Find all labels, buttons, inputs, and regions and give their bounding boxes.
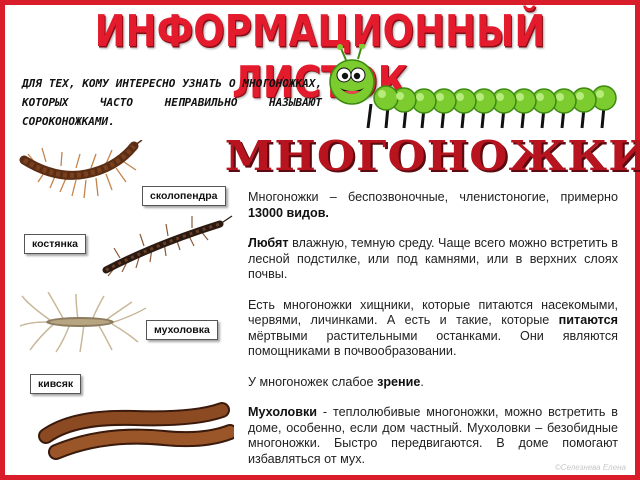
mukholovka-image — [20, 292, 150, 354]
kostyanka-image — [96, 214, 236, 280]
paragraph-species: Многоножки – беспозвоночные, членистоногие, примерно 13000 видов. — [248, 190, 618, 221]
label-scolopendra: сколопендра — [142, 186, 226, 206]
caterpillar-illustration — [326, 44, 626, 136]
label-kivsyak: кивсяк — [30, 374, 81, 394]
article-body — [248, 190, 618, 482]
section-title: МНОГОНОЖКИ — [225, 132, 632, 180]
watermark: ©Селезнева Елена — [555, 463, 626, 472]
paragraph-vision: У многоножек слабое зрение. — [248, 375, 618, 391]
scolopendra-image — [16, 140, 146, 208]
paragraph-mukholovka: Мухоловки - теплолюбивые многоножки, можно встретить в доме, особенно, если дом частный. Мухоловки – безобидные многоножки. Быстро передвигаются. В доме помогают избавляться от мух. — [248, 405, 618, 467]
paragraph-diet: Есть многоножки хищники, которые питаются насекомыми, червями, личинками. А есть и такие, которые питаются мёртвыми растительными останками. Они являются помощниками в почвообразовании. — [248, 298, 618, 360]
kivsyak-image — [34, 392, 234, 472]
page-title: ИНФОРМАЦИОННЫЙ ЛИСТОК — [12, 6, 628, 107]
paragraph-habitat: Любят влажную, темную среду. Чаще всего можно встретить в лесной подстилке, или под камнями, или в верхних слоях почвы. — [248, 236, 618, 283]
label-kostyanka: костянка — [24, 234, 86, 254]
label-mukholovka: мухоловка — [146, 320, 218, 340]
intro-text: ДЛЯ ТЕХ, КОМУ ИНТЕРЕСНО УЗНАТЬ О МНОГОНОЖКАХ, КОТОРЫХ ЧАСТО НЕПРАВИЛЬНО НАЗЫВАЮТ СОРОКОНОЖКАМИ. — [22, 74, 322, 131]
